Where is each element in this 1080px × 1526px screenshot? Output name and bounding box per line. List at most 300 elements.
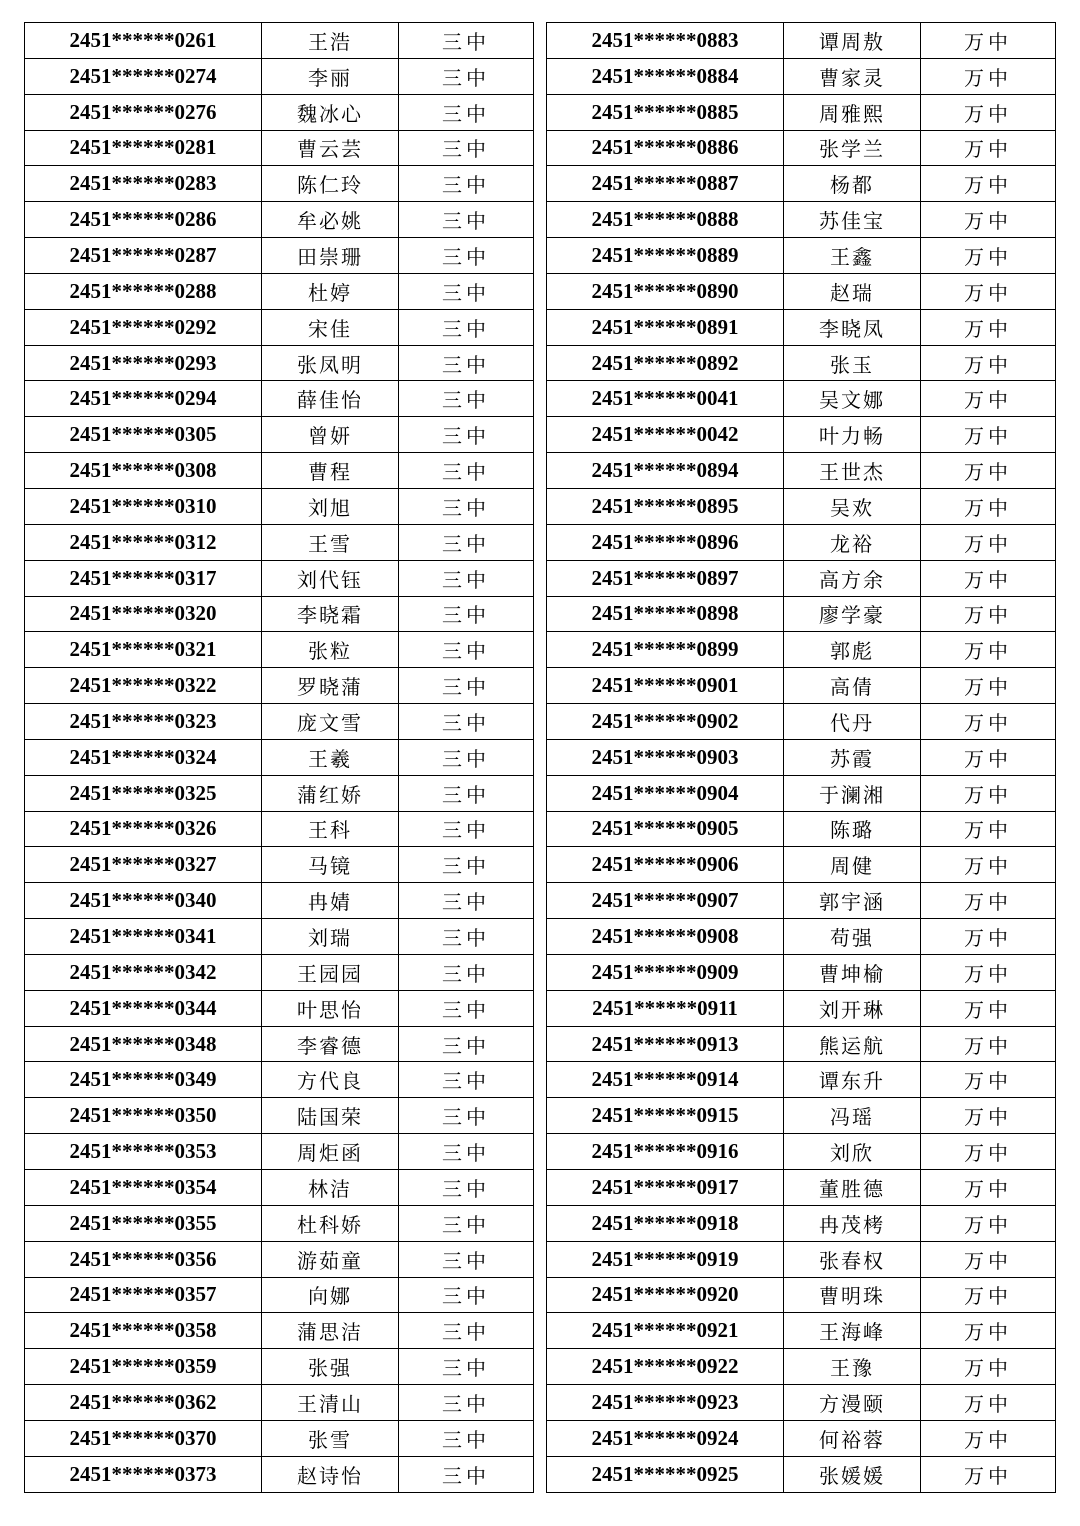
school-cell: 三中 — [399, 23, 534, 59]
student-id-cell: 2451******0907 — [547, 883, 784, 919]
student-name-cell: 王豫 — [784, 1349, 921, 1385]
school-cell: 三中 — [399, 94, 534, 130]
table-row — [25, 954, 534, 990]
table-row — [547, 1026, 1056, 1062]
school-cell: 万中 — [921, 453, 1056, 489]
table-row — [25, 524, 534, 560]
student-id-cell: 2451******0888 — [547, 202, 784, 238]
student-id-cell: 2451******0898 — [547, 596, 784, 632]
school-cell: 三中 — [399, 990, 534, 1026]
school-cell: 万中 — [921, 166, 1056, 202]
table-row — [547, 238, 1056, 274]
table-row — [547, 954, 1056, 990]
school-cell: 万中 — [921, 417, 1056, 453]
student-name-cell: 方漫颐 — [784, 1385, 921, 1421]
student-name-cell: 刘开琳 — [784, 990, 921, 1026]
school-cell: 万中 — [921, 1385, 1056, 1421]
table-row — [25, 919, 534, 955]
student-name-cell: 苟强 — [784, 919, 921, 955]
student-name-cell: 周雅熙 — [784, 94, 921, 130]
school-cell: 万中 — [921, 130, 1056, 166]
student-name-cell: 魏冰心 — [262, 94, 399, 130]
school-cell: 三中 — [399, 166, 534, 202]
student-id-cell: 2451******0326 — [25, 811, 262, 847]
student-id-cell: 2451******0340 — [25, 883, 262, 919]
student-id-cell: 2451******0355 — [25, 1205, 262, 1241]
student-name-cell: 马镜 — [262, 847, 399, 883]
student-id-cell: 2451******0904 — [547, 775, 784, 811]
student-id-cell: 2451******0883 — [547, 23, 784, 59]
table-row — [25, 1170, 534, 1206]
school-cell: 万中 — [921, 94, 1056, 130]
table-row — [547, 309, 1056, 345]
student-id-cell: 2451******0894 — [547, 453, 784, 489]
school-cell: 万中 — [921, 524, 1056, 560]
student-name-cell: 叶思怡 — [262, 990, 399, 1026]
student-id-cell: 2451******0891 — [547, 309, 784, 345]
table-row — [547, 1062, 1056, 1098]
student-id-cell: 2451******0921 — [547, 1313, 784, 1349]
table-row — [25, 166, 534, 202]
table-row — [25, 23, 534, 59]
school-cell: 万中 — [921, 1170, 1056, 1206]
student-name-cell: 向娜 — [262, 1277, 399, 1313]
student-name-cell: 李睿德 — [262, 1026, 399, 1062]
school-cell: 三中 — [399, 273, 534, 309]
student-name-cell: 王雪 — [262, 524, 399, 560]
school-cell: 万中 — [921, 990, 1056, 1026]
student-name-cell: 董胜德 — [784, 1170, 921, 1206]
school-cell: 三中 — [399, 739, 534, 775]
school-cell: 万中 — [921, 883, 1056, 919]
school-cell: 万中 — [921, 1241, 1056, 1277]
student-name-cell: 高方余 — [784, 560, 921, 596]
table-row — [547, 1456, 1056, 1492]
table-row — [547, 453, 1056, 489]
table-row — [25, 560, 534, 596]
school-cell: 万中 — [921, 560, 1056, 596]
school-cell: 三中 — [399, 130, 534, 166]
school-cell: 三中 — [399, 1385, 534, 1421]
table-row — [25, 775, 534, 811]
student-id-cell: 2451******0041 — [547, 381, 784, 417]
school-cell: 三中 — [399, 381, 534, 417]
student-name-cell: 陆国荣 — [262, 1098, 399, 1134]
student-name-cell: 廖学豪 — [784, 596, 921, 632]
school-cell: 三中 — [399, 524, 534, 560]
student-id-cell: 2451******0308 — [25, 453, 262, 489]
student-id-cell: 2451******0892 — [547, 345, 784, 381]
student-id-cell: 2451******0897 — [547, 560, 784, 596]
table-row — [547, 883, 1056, 919]
table-row — [547, 1098, 1056, 1134]
table-row — [25, 739, 534, 775]
student-id-cell: 2451******0913 — [547, 1026, 784, 1062]
student-name-cell: 宋佳 — [262, 309, 399, 345]
table-row — [25, 1349, 534, 1385]
table-row — [25, 1420, 534, 1456]
table-row — [25, 94, 534, 130]
student-id-cell: 2451******0373 — [25, 1456, 262, 1492]
student-id-cell: 2451******0323 — [25, 704, 262, 740]
school-cell: 万中 — [921, 811, 1056, 847]
school-cell: 万中 — [921, 1349, 1056, 1385]
table-row — [25, 1241, 534, 1277]
student-name-cell: 熊运航 — [784, 1026, 921, 1062]
student-id-cell: 2451******0348 — [25, 1026, 262, 1062]
school-cell: 三中 — [399, 1241, 534, 1277]
student-name-cell: 王世杰 — [784, 453, 921, 489]
table-row — [547, 488, 1056, 524]
table-row — [547, 668, 1056, 704]
student-name-cell: 杜科娇 — [262, 1205, 399, 1241]
school-cell: 三中 — [399, 632, 534, 668]
school-cell: 三中 — [399, 58, 534, 94]
student-id-cell: 2451******0890 — [547, 273, 784, 309]
student-name-cell: 张凤明 — [262, 345, 399, 381]
student-id-cell: 2451******0281 — [25, 130, 262, 166]
student-id-cell: 2451******0288 — [25, 273, 262, 309]
student-id-cell: 2451******0353 — [25, 1134, 262, 1170]
student-name-cell: 薛佳怡 — [262, 381, 399, 417]
student-id-cell: 2451******0356 — [25, 1241, 262, 1277]
table-row — [25, 453, 534, 489]
student-name-cell: 吴文娜 — [784, 381, 921, 417]
table-row — [25, 130, 534, 166]
school-cell: 万中 — [921, 954, 1056, 990]
student-name-cell: 王浩 — [262, 23, 399, 59]
school-cell: 三中 — [399, 1098, 534, 1134]
table-row — [25, 417, 534, 453]
student-name-cell: 牟必姚 — [262, 202, 399, 238]
student-name-cell: 张玉 — [784, 345, 921, 381]
student-name-cell: 蒲红娇 — [262, 775, 399, 811]
student-id-cell: 2451******0370 — [25, 1420, 262, 1456]
student-name-cell: 代丹 — [784, 704, 921, 740]
student-id-cell: 2451******0325 — [25, 775, 262, 811]
student-name-cell: 方代良 — [262, 1062, 399, 1098]
student-name-cell: 张学兰 — [784, 130, 921, 166]
student-id-cell: 2451******0905 — [547, 811, 784, 847]
student-name-cell: 曹云芸 — [262, 130, 399, 166]
student-id-cell: 2451******0884 — [547, 58, 784, 94]
school-cell: 万中 — [921, 345, 1056, 381]
student-name-cell: 刘瑞 — [262, 919, 399, 955]
table-row — [25, 596, 534, 632]
school-cell: 万中 — [921, 775, 1056, 811]
student-name-cell: 于澜湘 — [784, 775, 921, 811]
school-cell: 万中 — [921, 1313, 1056, 1349]
school-cell: 万中 — [921, 23, 1056, 59]
student-id-cell: 2451******0320 — [25, 596, 262, 632]
school-cell: 三中 — [399, 596, 534, 632]
table-row — [547, 273, 1056, 309]
student-id-cell: 2451******0923 — [547, 1385, 784, 1421]
school-cell: 万中 — [921, 488, 1056, 524]
table-row — [547, 560, 1056, 596]
table-row — [25, 1134, 534, 1170]
student-id-cell: 2451******0914 — [547, 1062, 784, 1098]
table-row — [25, 202, 534, 238]
student-name-cell: 曾妍 — [262, 417, 399, 453]
school-cell: 三中 — [399, 1277, 534, 1313]
student-name-cell: 苏霞 — [784, 739, 921, 775]
school-cell: 万中 — [921, 1277, 1056, 1313]
table-row — [547, 417, 1056, 453]
student-id-cell: 2451******0349 — [25, 1062, 262, 1098]
table-row — [547, 847, 1056, 883]
student-name-cell: 杨都 — [784, 166, 921, 202]
student-id-cell: 2451******0885 — [547, 94, 784, 130]
student-id-cell: 2451******0922 — [547, 1349, 784, 1385]
student-id-cell: 2451******0327 — [25, 847, 262, 883]
school-cell: 万中 — [921, 704, 1056, 740]
student-id-cell: 2451******0920 — [547, 1277, 784, 1313]
school-cell: 三中 — [399, 560, 534, 596]
table-row — [25, 1098, 534, 1134]
student-name-cell: 蒲思洁 — [262, 1313, 399, 1349]
school-cell: 三中 — [399, 668, 534, 704]
student-name-cell: 曹程 — [262, 453, 399, 489]
school-cell: 万中 — [921, 238, 1056, 274]
school-cell: 三中 — [399, 202, 534, 238]
student-id-cell: 2451******0286 — [25, 202, 262, 238]
student-id-cell: 2451******0911 — [547, 990, 784, 1026]
student-id-cell: 2451******0899 — [547, 632, 784, 668]
roster-body-left — [25, 23, 534, 1493]
student-name-cell: 郭宇涵 — [784, 883, 921, 919]
table-row — [547, 130, 1056, 166]
student-id-cell: 2451******0886 — [547, 130, 784, 166]
table-row — [25, 1313, 534, 1349]
student-id-cell: 2451******0274 — [25, 58, 262, 94]
student-name-cell: 林洁 — [262, 1170, 399, 1206]
table-row — [25, 309, 534, 345]
school-cell: 三中 — [399, 1026, 534, 1062]
school-cell: 三中 — [399, 919, 534, 955]
student-name-cell: 游茹童 — [262, 1241, 399, 1277]
student-name-cell: 郭彪 — [784, 632, 921, 668]
roster-table-left — [24, 22, 534, 1493]
student-id-cell: 2451******0354 — [25, 1170, 262, 1206]
student-id-cell: 2451******0359 — [25, 1349, 262, 1385]
student-id-cell: 2451******0312 — [25, 524, 262, 560]
table-row — [547, 632, 1056, 668]
student-id-cell: 2451******0344 — [25, 990, 262, 1026]
student-name-cell: 李晓凤 — [784, 309, 921, 345]
table-row — [25, 1277, 534, 1313]
school-cell: 三中 — [399, 1205, 534, 1241]
student-id-cell: 2451******0917 — [547, 1170, 784, 1206]
student-name-cell: 王鑫 — [784, 238, 921, 274]
student-id-cell: 2451******0924 — [547, 1420, 784, 1456]
table-row — [25, 345, 534, 381]
school-cell: 万中 — [921, 202, 1056, 238]
table-row — [25, 1026, 534, 1062]
student-name-cell: 周炬函 — [262, 1134, 399, 1170]
student-id-cell: 2451******0261 — [25, 23, 262, 59]
school-cell: 万中 — [921, 1456, 1056, 1492]
student-name-cell: 冯瑶 — [784, 1098, 921, 1134]
table-row — [547, 1313, 1056, 1349]
table-row — [547, 23, 1056, 59]
table-row — [547, 811, 1056, 847]
table-row — [25, 381, 534, 417]
school-cell: 万中 — [921, 1026, 1056, 1062]
student-name-cell: 张强 — [262, 1349, 399, 1385]
student-id-cell: 2451******0909 — [547, 954, 784, 990]
school-cell: 三中 — [399, 1170, 534, 1206]
table-row — [547, 381, 1056, 417]
student-id-cell: 2451******0276 — [25, 94, 262, 130]
student-id-cell: 2451******0919 — [547, 1241, 784, 1277]
student-name-cell: 吴欢 — [784, 488, 921, 524]
table-row — [547, 704, 1056, 740]
student-name-cell: 田崇珊 — [262, 238, 399, 274]
student-id-cell: 2451******0341 — [25, 919, 262, 955]
student-name-cell: 冉婧 — [262, 883, 399, 919]
table-row — [25, 704, 534, 740]
school-cell: 三中 — [399, 847, 534, 883]
table-row — [25, 632, 534, 668]
school-cell: 万中 — [921, 1062, 1056, 1098]
student-name-cell: 谭周敖 — [784, 23, 921, 59]
table-row — [25, 1205, 534, 1241]
student-name-cell: 张雪 — [262, 1420, 399, 1456]
school-cell: 万中 — [921, 381, 1056, 417]
table-row — [547, 94, 1056, 130]
table-row — [547, 919, 1056, 955]
student-name-cell: 王园园 — [262, 954, 399, 990]
student-id-cell: 2451******0321 — [25, 632, 262, 668]
student-name-cell: 龙裕 — [784, 524, 921, 560]
student-id-cell: 2451******0042 — [547, 417, 784, 453]
table-row — [25, 668, 534, 704]
school-cell: 三中 — [399, 1456, 534, 1492]
school-cell: 万中 — [921, 739, 1056, 775]
student-name-cell: 王清山 — [262, 1385, 399, 1421]
student-id-cell: 2451******0362 — [25, 1385, 262, 1421]
student-name-cell: 谭东升 — [784, 1062, 921, 1098]
student-id-cell: 2451******0901 — [547, 668, 784, 704]
student-name-cell: 李丽 — [262, 58, 399, 94]
table-row — [547, 1277, 1056, 1313]
student-name-cell: 刘欣 — [784, 1134, 921, 1170]
school-cell: 万中 — [921, 1420, 1056, 1456]
table-row — [547, 990, 1056, 1026]
school-cell: 万中 — [921, 847, 1056, 883]
student-name-cell: 王羲 — [262, 739, 399, 775]
school-cell: 三中 — [399, 417, 534, 453]
table-row — [25, 488, 534, 524]
student-name-cell: 王科 — [262, 811, 399, 847]
student-id-cell: 2451******0317 — [25, 560, 262, 596]
roster-table-right — [546, 22, 1056, 1493]
table-row — [547, 166, 1056, 202]
table-row — [547, 1205, 1056, 1241]
table-row — [25, 273, 534, 309]
school-cell: 三中 — [399, 1134, 534, 1170]
school-cell: 万中 — [921, 1205, 1056, 1241]
student-name-cell: 刘代钰 — [262, 560, 399, 596]
school-cell: 三中 — [399, 954, 534, 990]
school-cell: 万中 — [921, 632, 1056, 668]
school-cell: 万中 — [921, 309, 1056, 345]
student-id-cell: 2451******0294 — [25, 381, 262, 417]
table-row — [547, 524, 1056, 560]
student-id-cell: 2451******0925 — [547, 1456, 784, 1492]
student-id-cell: 2451******0918 — [547, 1205, 784, 1241]
table-row — [25, 883, 534, 919]
student-id-cell: 2451******0906 — [547, 847, 784, 883]
student-id-cell: 2451******0322 — [25, 668, 262, 704]
student-name-cell: 陈仁玲 — [262, 166, 399, 202]
student-id-cell: 2451******0357 — [25, 1277, 262, 1313]
student-id-cell: 2451******0903 — [547, 739, 784, 775]
student-name-cell: 陈璐 — [784, 811, 921, 847]
student-name-cell: 罗晓蒲 — [262, 668, 399, 704]
table-row — [547, 1349, 1056, 1385]
student-id-cell: 2451******0916 — [547, 1134, 784, 1170]
table-row — [547, 1385, 1056, 1421]
table-row — [547, 1420, 1056, 1456]
student-id-cell: 2451******0915 — [547, 1098, 784, 1134]
table-row — [547, 1134, 1056, 1170]
table-row — [547, 202, 1056, 238]
student-name-cell: 赵诗怡 — [262, 1456, 399, 1492]
school-cell: 三中 — [399, 883, 534, 919]
student-id-cell: 2451******0287 — [25, 238, 262, 274]
student-id-cell: 2451******0889 — [547, 238, 784, 274]
table-row — [547, 58, 1056, 94]
student-name-cell: 张媛媛 — [784, 1456, 921, 1492]
school-cell: 三中 — [399, 704, 534, 740]
school-cell: 万中 — [921, 919, 1056, 955]
student-name-cell: 苏佳宝 — [784, 202, 921, 238]
table-row — [25, 1062, 534, 1098]
student-name-cell: 杜婷 — [262, 273, 399, 309]
student-name-cell: 王海峰 — [784, 1313, 921, 1349]
student-id-cell: 2451******0342 — [25, 954, 262, 990]
school-cell: 三中 — [399, 1313, 534, 1349]
student-id-cell: 2451******0310 — [25, 488, 262, 524]
school-cell: 三中 — [399, 1062, 534, 1098]
student-name-cell: 曹家灵 — [784, 58, 921, 94]
school-cell: 三中 — [399, 775, 534, 811]
student-name-cell: 张粒 — [262, 632, 399, 668]
school-cell: 三中 — [399, 1420, 534, 1456]
school-cell: 万中 — [921, 596, 1056, 632]
table-row — [25, 811, 534, 847]
student-name-cell: 叶力畅 — [784, 417, 921, 453]
student-id-cell: 2451******0292 — [25, 309, 262, 345]
school-cell: 万中 — [921, 273, 1056, 309]
table-row — [547, 1170, 1056, 1206]
student-id-cell: 2451******0902 — [547, 704, 784, 740]
table-row — [547, 596, 1056, 632]
table-row — [25, 1385, 534, 1421]
table-row — [25, 238, 534, 274]
table-row — [25, 990, 534, 1026]
student-name-cell: 赵瑞 — [784, 273, 921, 309]
student-id-cell: 2451******0293 — [25, 345, 262, 381]
school-cell: 万中 — [921, 1134, 1056, 1170]
student-id-cell: 2451******0283 — [25, 166, 262, 202]
table-row — [25, 1456, 534, 1492]
school-cell: 三中 — [399, 238, 534, 274]
school-cell: 三中 — [399, 811, 534, 847]
student-name-cell: 张春权 — [784, 1241, 921, 1277]
